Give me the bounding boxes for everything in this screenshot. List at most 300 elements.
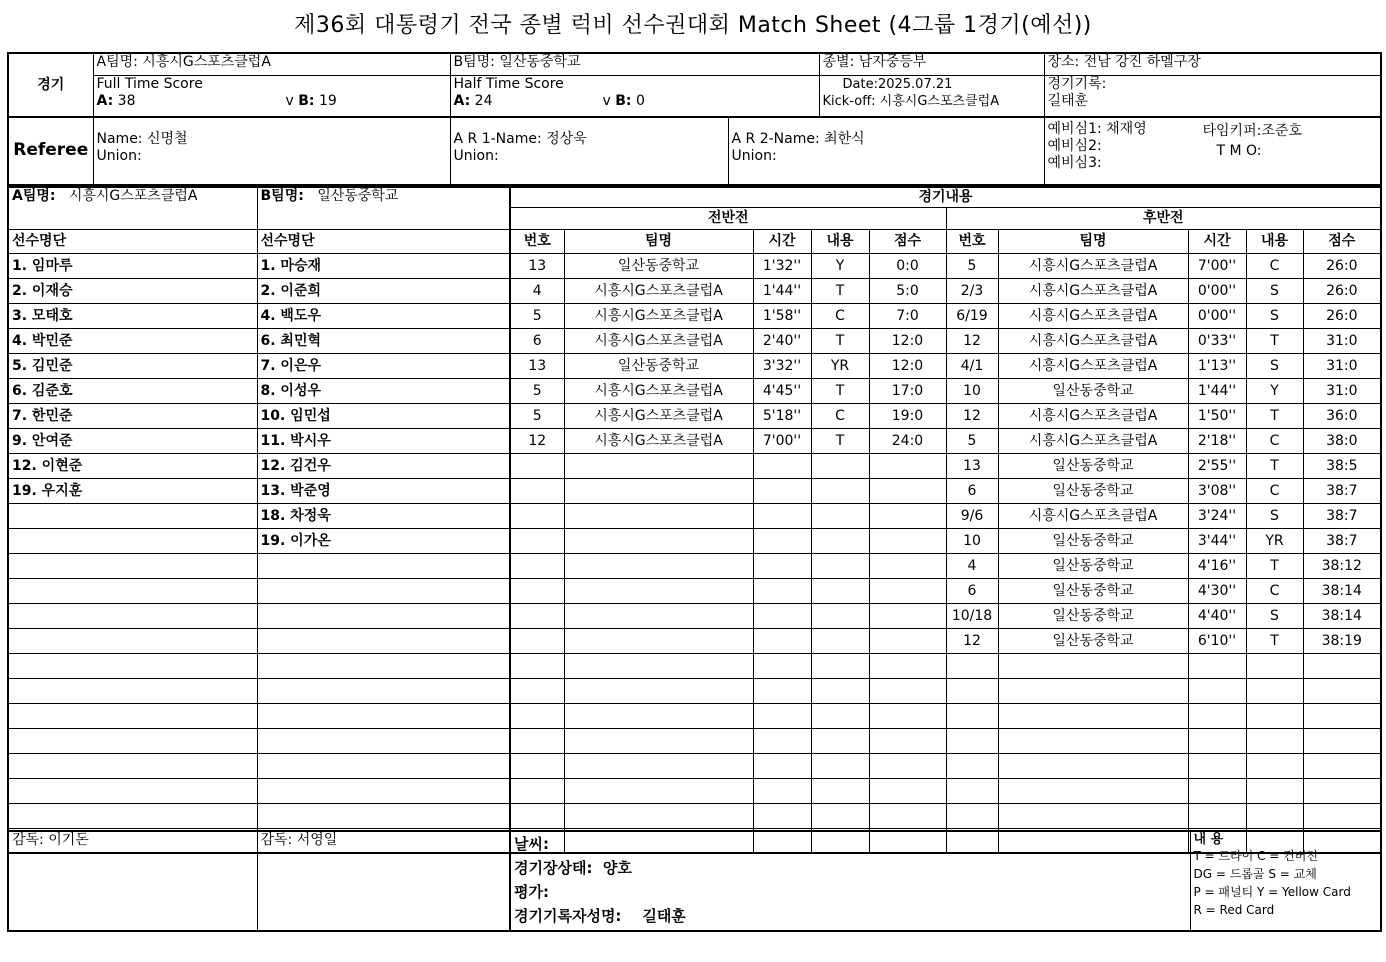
second-half-type: T [1246,553,1303,578]
legend-title: 내 용 [1193,832,1224,847]
second-half-type: C [1246,253,1303,278]
first-half-type [811,503,869,528]
roster-b-player: 8. 이성우 [257,378,510,403]
first-half-no [510,653,564,678]
legend-item: T = 트라이 C = 컨버전 [1193,849,1318,863]
writer-name: 길태훈 [642,907,686,925]
roster-a-player [8,503,257,528]
first-half-score: 24:0 [869,428,946,453]
roster-b-player [257,703,510,728]
second-half-team: 일산동중학교 [998,528,1188,553]
first-half-score [869,453,946,478]
second-half-time: 3'24'' [1188,503,1246,528]
col-time-2: 시간 [1188,229,1246,253]
second-half-type: S [1246,353,1303,378]
second-half-no: 6 [946,478,998,503]
ar1-union: Union: [453,148,499,164]
second-half-no [946,678,998,703]
second-half-no: 12 [946,403,998,428]
first-half-team [564,753,753,778]
team-b-name: B팀명: 일산동중학교 [450,53,819,75]
roster-b-player: 7. 이은우 [257,353,510,378]
first-half-type [811,728,869,753]
roster-a-player [8,603,257,628]
category: 종별: 남자중등부 [819,53,1044,75]
first-half-type [811,628,869,653]
roster-b-player: 18. 차정욱 [257,503,510,528]
roster-a-player: 5. 김민준 [8,353,257,378]
second-half-time [1188,778,1246,803]
legend-item: R = Red Card [1193,903,1275,917]
first-half-time [753,503,811,528]
second-half-type: C [1246,428,1303,453]
match-date: Date:2025.07.21 [842,76,953,92]
roster-b-team-name: 일산동중학교 [317,188,399,204]
first-half-no [510,453,564,478]
footer-table [7,830,1382,932]
first-half-team: 일산동중학교 [564,353,753,378]
first-half-no [510,553,564,578]
first-half-time [753,528,811,553]
roster-a-team-name: 시흥시G스포츠클럽A [68,188,198,204]
first-half-score [869,653,946,678]
ar2-union: Union: [731,148,777,164]
second-half-score: 26:0 [1303,253,1381,278]
first-half-no: 13 [510,253,564,278]
col-team-1: 팀명 [564,229,753,253]
second-half-type [1246,678,1303,703]
ft-score-a: 38 [117,92,136,109]
first-half-type [811,753,869,778]
second-half-score: 38:5 [1303,453,1381,478]
second-half-type [1246,703,1303,728]
roster-a-player: 4. 박민준 [8,328,257,353]
second-half-no: 2/3 [946,278,998,303]
roster-b-player [257,753,510,778]
col-no-1: 번호 [510,229,564,253]
venue: 장소: 전남 강진 하멜구장 [1044,53,1381,75]
first-half-no: 4 [510,278,564,303]
second-half-team: 일산동중학교 [998,453,1188,478]
first-half-time: 2'40'' [753,328,811,353]
officials-cell [1044,117,1381,185]
first-half-score [869,753,946,778]
first-half-type: T [811,328,869,353]
second-half-type: S [1246,303,1303,328]
second-half-score: 38:7 [1303,478,1381,503]
roster-a-player [8,653,257,678]
ar2-cell [728,117,1044,185]
first-half-type: C [811,403,869,428]
first-half-team [564,703,753,728]
coach-a: 감독: 이기돈 [8,831,257,931]
first-half-type [811,553,869,578]
second-half-team: 시흥시G스포츠클럽A [998,353,1188,378]
second-half-no: 10 [946,528,998,553]
first-half-team [564,678,753,703]
table-row [8,603,1381,628]
second-half-team: 시흥시G스포츠클럽A [998,428,1188,453]
first-half-team [564,453,753,478]
second-half-type: S [1246,278,1303,303]
col-type-1: 내용 [811,229,869,253]
content-label: 경기내용 [510,187,1381,207]
second-half-no: 4 [946,553,998,578]
first-half-time [753,628,811,653]
first-half-time [753,703,811,728]
second-half-label: 후반전 [946,207,1381,229]
first-half-team [564,653,753,678]
roster-a-player [8,528,257,553]
roster-b-header: 선수명단 [257,229,510,253]
first-half-time: 1'58'' [753,303,811,328]
roster-a-player: 9. 안여준 [8,428,257,453]
second-half-type [1246,653,1303,678]
first-half-type [811,653,869,678]
first-half-no [510,678,564,703]
first-half-label: 전반전 [510,207,946,229]
first-half-score: 12:0 [869,353,946,378]
ft-vs: v [285,92,294,109]
second-half-score: 26:0 [1303,303,1381,328]
second-half-no: 6/19 [946,303,998,328]
second-half-score: 31:0 [1303,353,1381,378]
first-half-team [564,728,753,753]
second-half-score: 31:0 [1303,378,1381,403]
table-row [8,303,1381,328]
first-half-score [869,603,946,628]
second-half-time: 1'50'' [1188,403,1246,428]
second-half-score: 38:14 [1303,603,1381,628]
roster-a-player [8,678,257,703]
second-half-score: 36:0 [1303,403,1381,428]
second-half-time: 4'40'' [1188,603,1246,628]
table-row [8,253,1381,278]
second-half-time: 1'13'' [1188,353,1246,378]
roster-b-player [257,628,510,653]
roster-a-player [8,553,257,578]
roster-b-player: 19. 이가온 [257,528,510,553]
first-half-no [510,778,564,803]
second-half-score: 38:7 [1303,528,1381,553]
second-half-team [998,778,1188,803]
first-half-team [564,603,753,628]
second-half-team: 시흥시G스포츠클럽A [998,403,1188,428]
roster-b-player: 4. 백도우 [257,303,510,328]
second-half-time: 0'00'' [1188,278,1246,303]
first-half-score [869,503,946,528]
second-half-team: 시흥시G스포츠클럽A [998,328,1188,353]
table-row [8,428,1381,453]
second-half-time [1188,753,1246,778]
first-half-type [811,678,869,703]
second-half-type: YR [1246,528,1303,553]
second-half-team: 일산동중학교 [998,478,1188,503]
first-half-no: 5 [510,378,564,403]
first-half-time [753,778,811,803]
roster-b-player: 10. 임민섭 [257,403,510,428]
second-half-time: 2'18'' [1188,428,1246,453]
first-half-no [510,628,564,653]
roster-b-player [257,603,510,628]
reserve-1: 예비심1: 채재영 [1047,121,1147,137]
second-half-team [998,653,1188,678]
table-row [8,403,1381,428]
second-half-team: 일산동중학교 [998,628,1188,653]
first-half-score: 5:0 [869,278,946,303]
second-half-type [1246,753,1303,778]
second-half-type: T [1246,453,1303,478]
first-half-score [869,578,946,603]
date-kickoff [819,75,1044,117]
team-a-name: A팀명: 시흥시G스포츠클럽A [93,53,450,75]
table-row [8,578,1381,603]
referee-table [7,116,1382,186]
roster-a-player: 1. 임마루 [8,253,257,278]
second-half-no [946,778,998,803]
second-half-time [1188,703,1246,728]
first-half-team [564,803,753,828]
first-half-team [564,528,753,553]
table-row [8,703,1381,728]
first-half-no: 5 [510,303,564,328]
second-half-no: 5 [946,253,998,278]
second-half-type: C [1246,478,1303,503]
first-half-time [753,603,811,628]
first-half-type [811,703,869,728]
first-half-no [510,703,564,728]
second-half-score: 26:0 [1303,278,1381,303]
roster-a-player: 2. 이재승 [8,278,257,303]
tmo: T M O: [1216,143,1262,159]
first-half-score [869,528,946,553]
first-half-score [869,703,946,728]
second-half-type [1246,778,1303,803]
ft-score-b: 19 [318,92,337,109]
first-half-type: Y [811,253,869,278]
table-row [8,728,1381,753]
second-half-team: 일산동중학교 [998,378,1188,403]
roster-a-player: 7. 한민준 [8,403,257,428]
second-half-time [1188,803,1246,828]
roster-a-player: 6. 김준호 [8,378,257,403]
match-info-table [7,52,1382,118]
first-half-type: C [811,303,869,328]
second-half-time [1188,653,1246,678]
second-half-type [1246,728,1303,753]
ar2-name: A R 2-Name: 최한식 [731,131,865,147]
roster-b-player [257,728,510,753]
first-half-no [510,603,564,628]
second-half-no [946,653,998,678]
first-half-time [753,728,811,753]
evaluation: 평가: [514,883,549,901]
second-half-no: 9/6 [946,503,998,528]
second-half-type: T [1246,628,1303,653]
second-half-no [946,728,998,753]
first-half-team: 시흥시G스포츠클럽A [564,378,753,403]
roster-a-player [8,753,257,778]
second-half-score [1303,653,1381,678]
col-no-2: 번호 [946,229,998,253]
recorder-name: 길태훈 [1047,92,1089,109]
col-team-2: 팀명 [998,229,1188,253]
roster-a-player [8,703,257,728]
second-half-no: 4/1 [946,353,998,378]
first-half-type [811,528,869,553]
roster-a-player [8,728,257,753]
first-half-score: 17:0 [869,378,946,403]
first-half-no [510,728,564,753]
first-half-time [753,653,811,678]
roster-b-player: 11. 박시우 [257,428,510,453]
first-half-type: T [811,428,869,453]
roster-b-team-label: B팀명: [260,188,304,204]
table-row [8,378,1381,403]
referee-cell [93,117,450,185]
first-half-time [753,553,811,578]
col-score-1: 점수 [869,229,946,253]
first-half-team [564,578,753,603]
second-half-score: 38:14 [1303,578,1381,603]
full-time-score [93,75,450,117]
table-row [8,803,1381,828]
second-half-score [1303,778,1381,803]
table-row [8,778,1381,803]
table-row [8,653,1381,678]
first-half-no [510,478,564,503]
first-half-score [869,728,946,753]
table-row [8,553,1381,578]
roster-b-player: 6. 최민혁 [257,328,510,353]
first-half-time: 3'32'' [753,353,811,378]
first-half-type: YR [811,353,869,378]
col-time-1: 시간 [753,229,811,253]
first-half-type [811,453,869,478]
table-row [8,278,1381,303]
second-half-time: 1'44'' [1188,378,1246,403]
second-half-no: 6 [946,578,998,603]
table-row [8,503,1381,528]
coach-b: 감독: 서영일 [257,831,510,931]
second-half-time: 4'16'' [1188,553,1246,578]
first-half-type [811,778,869,803]
weather: 날씨: [514,835,549,853]
first-half-score [869,553,946,578]
second-half-no: 5 [946,428,998,453]
second-half-no [946,803,998,828]
first-half-time [753,678,811,703]
second-half-type [1246,803,1303,828]
roster-b-player [257,653,510,678]
first-half-time [753,803,811,828]
first-half-no [510,753,564,778]
table-row [8,478,1381,503]
match-label: 경기 [8,53,93,117]
second-half-time: 3'08'' [1188,478,1246,503]
first-half-team [564,628,753,653]
first-half-score [869,628,946,653]
table-row [8,628,1381,653]
roster-b-player [257,678,510,703]
first-half-score: 12:0 [869,328,946,353]
first-half-type [811,578,869,603]
roster-a-player: 19. 우지훈 [8,478,257,503]
page-title: 제36회 대통령기 전국 종별 럭비 선수권대회 Match Sheet (4그룹 1경기(예선)) [294,13,1092,38]
second-half-no [946,703,998,728]
first-half-team: 시흥시G스포츠클럽A [564,428,753,453]
second-half-time: 0'33'' [1188,328,1246,353]
second-half-team [998,678,1188,703]
ht-score-a: 24 [474,92,493,109]
second-half-type: S [1246,503,1303,528]
ht-vs: v [602,92,611,109]
first-half-no: 12 [510,428,564,453]
second-half-no: 10/18 [946,603,998,628]
second-half-team: 시흥시G스포츠클럽A [998,253,1188,278]
timekeeper: 타임키퍼:조준호 [1202,123,1302,139]
second-half-time [1188,728,1246,753]
first-half-time [753,478,811,503]
first-half-score [869,478,946,503]
recorder [1044,75,1381,117]
second-half-no [946,753,998,778]
second-half-team: 시흥시G스포츠클럽A [998,503,1188,528]
legend-item: P = 패널티 Y = Yellow Card [1193,885,1351,899]
half-time-label: Half Time Score [453,75,564,92]
second-half-type: S [1246,603,1303,628]
match-content-table [7,186,1382,854]
second-half-type: Y [1246,378,1303,403]
first-half-no: 13 [510,353,564,378]
roster-a-player [8,778,257,803]
first-half-time: 1'32'' [753,253,811,278]
field-state-label: 경기장상태: [514,859,593,877]
first-half-time: 4'45'' [753,378,811,403]
referee-union: Union: [96,148,142,164]
table-row [8,528,1381,553]
second-half-team: 시흥시G스포츠클럽A [998,303,1188,328]
second-half-team [998,803,1188,828]
first-half-team [564,478,753,503]
ar1-name: A R 1-Name: 정상욱 [453,131,587,147]
first-half-type: T [811,278,869,303]
second-half-type: T [1246,403,1303,428]
second-half-score: 38:0 [1303,428,1381,453]
ht-b-label: B: [615,92,632,109]
half-time-score [450,75,819,117]
first-half-team [564,778,753,803]
second-half-no: 12 [946,628,998,653]
second-half-team: 일산동중학교 [998,603,1188,628]
second-half-score [1303,678,1381,703]
second-half-time: 3'44'' [1188,528,1246,553]
writer-label: 경기기록자성명: [514,907,622,925]
first-half-team: 일산동중학교 [564,253,753,278]
first-half-score [869,678,946,703]
full-time-label: Full Time Score [96,75,203,92]
second-half-team [998,703,1188,728]
second-half-score [1303,753,1381,778]
second-half-score: 31:0 [1303,328,1381,353]
roster-a-player: 12. 이현준 [8,453,257,478]
second-half-type: T [1246,328,1303,353]
second-half-team [998,728,1188,753]
first-half-no [510,578,564,603]
second-half-score [1303,728,1381,753]
first-half-type: T [811,378,869,403]
first-half-team [564,553,753,578]
